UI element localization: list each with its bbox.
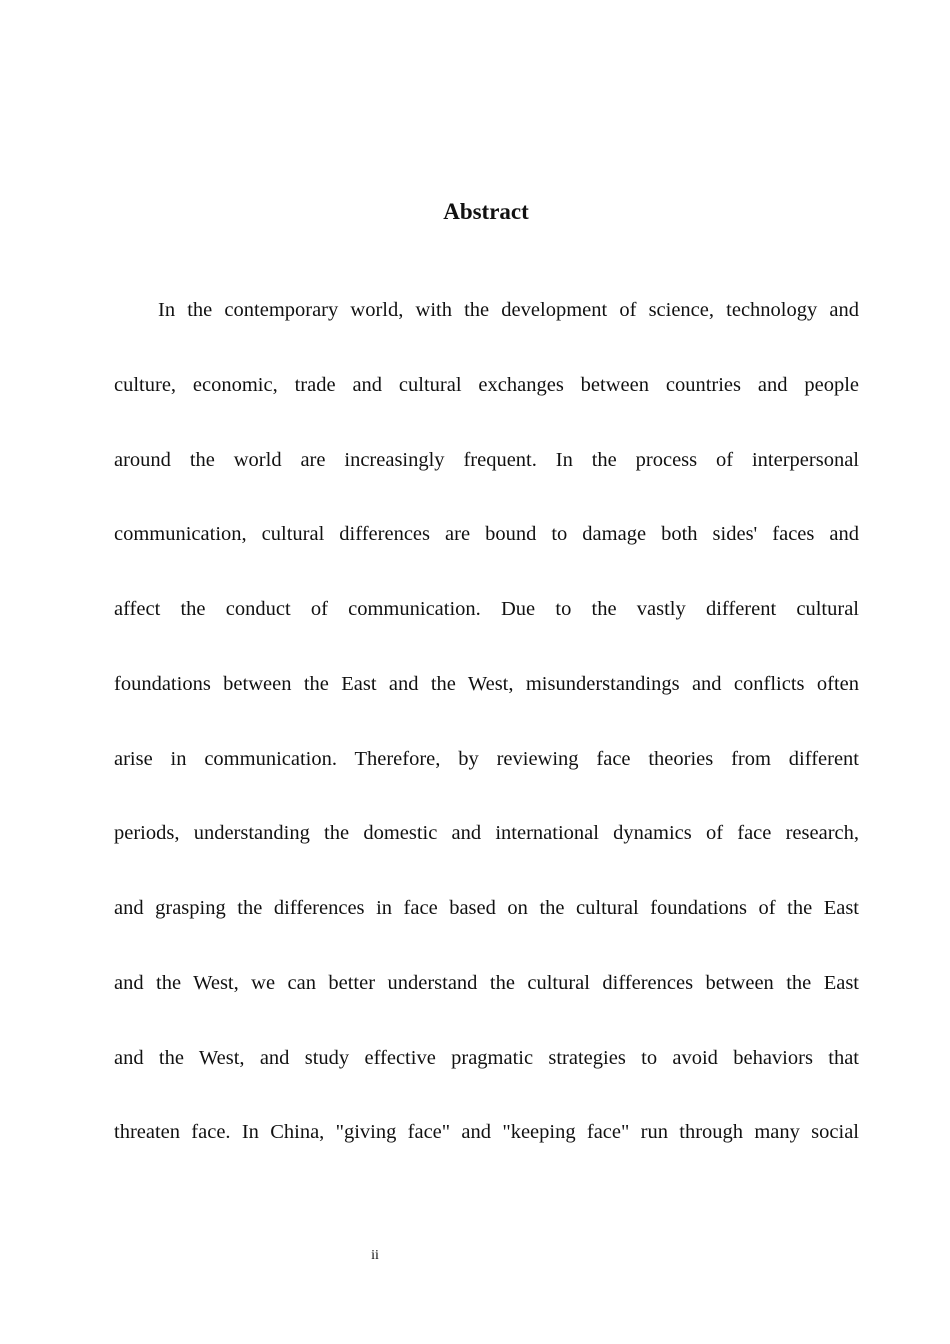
page-number: ii — [371, 1248, 379, 1263]
body-line: threaten face. In China, "giving face" and "keeping face" run through many social — [114, 1121, 859, 1144]
body-line: In the contemporary world, with the development of science, technology and — [158, 299, 859, 321]
body-line: affect the conduct of communication. Due to the vastly different cultural — [114, 598, 859, 620]
body-line: and the West, we can better understand the cultural differences between the East — [114, 971, 859, 994]
body-line: culture, economic, trade and cultural exchanges between countries and people — [114, 373, 859, 396]
body-line: around the world are increasingly frequent. In the process of interpersonal — [114, 448, 859, 471]
abstract-body — [114, 292, 859, 1189]
body-line: and grasping the differences in face based on the cultural foundations of the East — [114, 897, 859, 919]
body-line: foundations between the East and the West, misunderstandings and conflicts often — [114, 672, 859, 695]
body-line: periods, understanding the domestic and international dynamics of face research, — [114, 822, 859, 845]
body-line: arise in communication. Therefore, by reviewing face theories from different — [114, 747, 859, 770]
body-line: communication, cultural differences are bound to damage both sides' faces and — [114, 523, 859, 546]
body-line: and the West, and study effective pragmatic strategies to avoid behaviors that — [114, 1046, 859, 1069]
abstract-heading: Abstract — [443, 199, 529, 224]
